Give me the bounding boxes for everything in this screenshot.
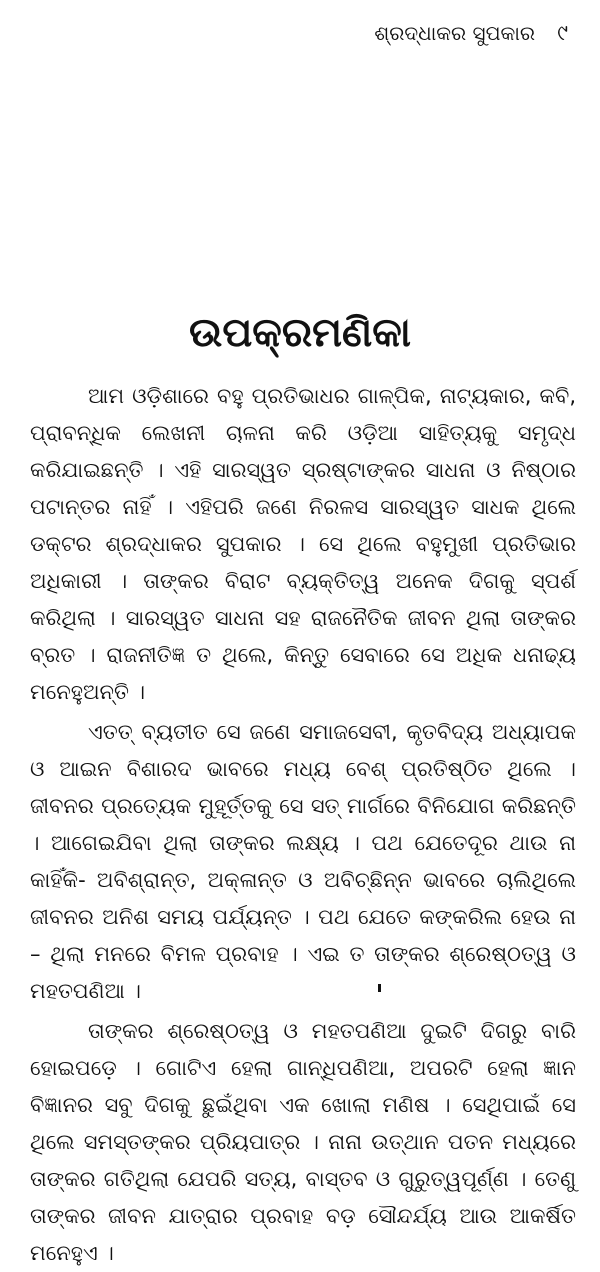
page-number: ୯ (557, 21, 568, 46)
body-text (30, 378, 576, 1272)
print-mark (378, 984, 381, 992)
paragraph-2: ଏତତ୍ ବ୍ୟତୀତ ସେ ଜଣେ ସମାଜସେବୀ, କୃତବିଦ୍ୟ ଅଧ୍ୟାପକ ଓ ଆଇନ ବିଶାରଦ ଭାବରେ ମଧ୍ୟ ବେଶ୍ ପ୍ରତିଷ୍ଠିତ ଥିଲେ । ଜୀବନର ପ୍ରତ୍ୟେକ ମୁହୂର୍ତ୍ତକୁ ସେ ସତ୍ ମାର୍ଗରେ ବିନିଯୋଗ କରିଛନ୍ତି । ଆଗେଇଯିବା ଥିଲା ତାଙ୍କର ଲକ୍ଷ୍ୟ । ପଥ ଯେତେଦୂର ଥାଉ ନା କାହିଁକି- ଅବିଶ୍ରାନ୍ତ, ଅକ୍ଳାନ୍ତ ଓ ଅବିଚ୍ଛିନ୍ନ ଭାବରେ ଚାଲିଥିଲେ ଜୀବନର ଅନିଶ ସମୟ ପର୍ଯ୍ୟନ୍ତ । ପଥ ଯେତେ କଙ୍କରିଲ ହେଉ ନା – ଥିଲା ମନରେ ବିମଳ ପ୍ରବାହ । ଏଇ ତ ତାଙ୍କର ଶ୍ରେଷ୍ଠତ୍ୱ ଓ ମହତପଣିଆ । (30, 720, 576, 1003)
running-header (374, 20, 568, 47)
paragraph-3: ତାଙ୍କର ଶ୍ରେଷ୍ଠତ୍ୱ ଓ ମହତପଣିଆ ଦୁଇଟି ଦିଗରୁ ବାରି ହୋଇପଡ଼େ । ଗୋଟିଏ ହେଲା ଗାନ୍ଧିପଣିଆ, ଅପରଟି ହେଲା ଜ୍ଞାନ ବିଜ୍ଞାନର ସବୁ ଦିଗକୁ ଛୁଇଁଥିବା ଏକ ଖୋଲା ମଣିଷ । ସେଥିପାଇଁ ସେ ଥିଲେ ସମସ୍ତଙ୍କର ପ୍ରିୟପାତ୍ର । ନାନା ଉତ୍‌ଥାନ ପତନ ମଧ୍ୟରେ ତାଙ୍କର ଗତିଥିଲା ଯେପରି ସତ୍ୟ, ବାସ୍ତବ ଓ ଗୁରୁତ୍ୱପୂର୍ଣ୍ଣ । ତେଣୁ ତାଙ୍କର ଜୀବନ ଯାତ୍ରାର ପ୍ରବାହ ବଡ଼ ସୌନ୍ଦର୍ଯ୍ୟ ଆଉ ଆକର୍ଷିତ ମନେହୁଏ । (30, 1019, 576, 1265)
paragraph-1: ଆମ ଓଡ଼ିଶାରେ ବହୁ ପ୍ରତିଭାଧର ଗାଳ୍ପିକ, ନାଟ୍ୟକାର, କବି, ପ୍ରାବନ୍ଧିକ ଲେଖନୀ ଚାଳନା କରି ଓଡ଼ିଆ ସାହିତ୍ୟକୁ ସମୃଦ୍ଧ କରିଯାଇଛନ୍ତି । ଏହି ସାରସ୍ୱତ ସ୍ରଷ୍ଟାଙ୍କର ସାଧନା ଓ ନିଷ୍ଠାର ପଟାନ୍ତର ନାହିଁ । ଏହିପରି ଜଣେ ନିରଳସ ସାରସ୍ୱତ ସାଧକ ଥିଲେ ଡକ୍ଟର ଶ୍ରଦ୍ଧାକର ସୁପକାର । ସେ ଥିଲେ ବହୁମୁଖୀ ପ୍ରତିଭାର ଅଧିକାରୀ । ତାଙ୍କର ବିରାଟ ବ୍ୟକ୍ତିତ୍ୱ ଅନେକ ଦିଗକୁ ସ୍ପର୍ଶ କରିଥିଲା । ସାରସ୍ୱତ ସାଧନା ସହ ରାଜନୈତିକ ଜୀବନ ଥିଲା ତାଙ୍କର ବ୍ରତ । ରାଜନୀତିଜ୍ଞ ତ ଥିଲେ, କିନ୍ତୁ ସେବାରେ ସେ ଅଧିକ ଧନାଢ୍ୟ ମନେହୁଅନ୍ତି । (30, 384, 576, 704)
running-title: ଶ୍ରଦ୍ଧାକର ସୁପକାର (374, 21, 536, 45)
chapter-title: ଉପକ୍ରମଣିକା (189, 310, 411, 356)
